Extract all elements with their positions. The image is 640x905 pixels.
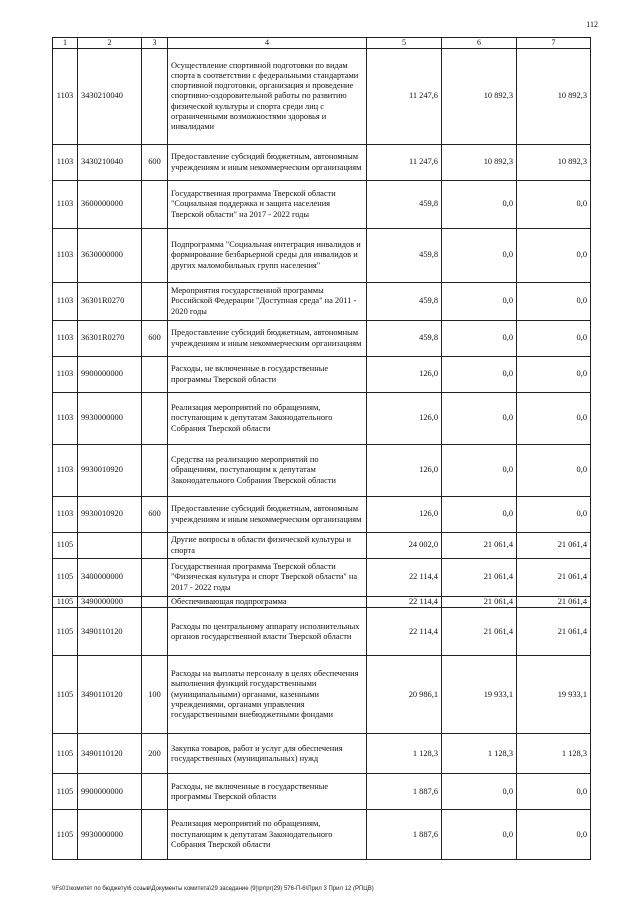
- target-article-code: 36301R0270: [78, 283, 142, 321]
- amount-col7: 10 892,3: [517, 49, 591, 145]
- target-article-code: 3630000000: [78, 229, 142, 283]
- target-article-code: 9930000000: [78, 393, 142, 445]
- expense-type-code: [142, 608, 168, 656]
- amount-col6: 0,0: [442, 810, 517, 860]
- table-row: [53, 321, 591, 357]
- table-row: [53, 533, 591, 559]
- expense-name: Расходы на выплаты персоналу в целях обеспечения выполнения функций государственными (муниципальными) органами, казенными учреждениями, органами управления государственными внебюджетными фондами: [168, 656, 367, 734]
- amount-col6: 0,0: [442, 283, 517, 321]
- expense-type-code: [142, 445, 168, 497]
- amount-col5: 11 247,6: [367, 49, 442, 145]
- amount-col6: 19 933,1: [442, 656, 517, 734]
- section-code: 1103: [53, 497, 78, 533]
- amount-col6: 0,0: [442, 445, 517, 497]
- table-row: [53, 445, 591, 497]
- expense-type-code: [142, 597, 168, 608]
- expense-type-code: 600: [142, 321, 168, 357]
- expense-type-code: [142, 181, 168, 229]
- amount-col6: 1 128,3: [442, 734, 517, 774]
- amount-col5: 126,0: [367, 357, 442, 393]
- table-row: [53, 145, 591, 181]
- target-article-code: 9900000000: [78, 774, 142, 810]
- column-number-header: 2: [78, 38, 142, 49]
- section-code: 1103: [53, 49, 78, 145]
- section-code: 1105: [53, 656, 78, 734]
- target-article-code: 3490000000: [78, 597, 142, 608]
- expense-type-code: [142, 357, 168, 393]
- expense-name: Предоставление субсидий бюджетным, автономным учреждениям и иным некоммерческим организациям: [168, 145, 367, 181]
- expense-name: Государственная программа Тверской области "Социальная поддержка и защита населения Тверской области" на 2017 - 2022 годы: [168, 181, 367, 229]
- amount-col7: 0,0: [517, 497, 591, 533]
- section-code: 1103: [53, 283, 78, 321]
- expense-type-code: [142, 774, 168, 810]
- target-article-code: 9900000000: [78, 357, 142, 393]
- amount-col6: 0,0: [442, 774, 517, 810]
- column-number-header: 3: [142, 38, 168, 49]
- target-article-code: 3430210040: [78, 145, 142, 181]
- expense-type-code: 200: [142, 734, 168, 774]
- section-code: 1103: [53, 445, 78, 497]
- expense-name: Реализация мероприятий по обращениям, поступающим к депутатам Законодательного Собрания Тверской области: [168, 810, 367, 860]
- amount-col7: 21 061,4: [517, 559, 591, 597]
- expense-type-code: 100: [142, 656, 168, 734]
- amount-col6: 10 892,3: [442, 145, 517, 181]
- expense-name: Предоставление субсидий бюджетным, автономным учреждениям и иным некоммерческим организациям: [168, 321, 367, 357]
- table-row: [53, 229, 591, 283]
- section-code: 1103: [53, 181, 78, 229]
- amount-col7: 21 061,4: [517, 608, 591, 656]
- amount-col6: 0,0: [442, 393, 517, 445]
- table-row: [53, 597, 591, 608]
- amount-col6: 0,0: [442, 357, 517, 393]
- amount-col6: 10 892,3: [442, 49, 517, 145]
- section-code: 1105: [53, 608, 78, 656]
- target-article-code: 3490110120: [78, 656, 142, 734]
- amount-col5: 22 114,4: [367, 608, 442, 656]
- table-row: [53, 283, 591, 321]
- expense-name: Реализация мероприятий по обращениям, поступающим к депутатам Законодательного Собрания Тверской области: [168, 393, 367, 445]
- expense-name: Обеспечивающая подпрограмма: [168, 597, 367, 608]
- target-article-code: 9930010920: [78, 445, 142, 497]
- amount-col5: 126,0: [367, 497, 442, 533]
- target-article-code: 3600000000: [78, 181, 142, 229]
- target-article-code: 3490110120: [78, 608, 142, 656]
- amount-col5: 22 114,4: [367, 597, 442, 608]
- table-row: [53, 656, 591, 734]
- section-code: 1105: [53, 774, 78, 810]
- amount-col5: 1 128,3: [367, 734, 442, 774]
- amount-col7: 0,0: [517, 810, 591, 860]
- expense-name: Расходы, не включенные в государственные программы Тверской области: [168, 774, 367, 810]
- target-article-code: 3430210040: [78, 49, 142, 145]
- amount-col6: 0,0: [442, 229, 517, 283]
- expense-name: Закупка товаров, работ и услуг для обеспечения государственных (муниципальных) нужд: [168, 734, 367, 774]
- expense-name: Подпрограмма "Социальная интеграция инвалидов и формирование безбарьерной среды для инвалидов и других маломобильных групп населения": [168, 229, 367, 283]
- column-number-row: [53, 38, 591, 49]
- amount-col5: 11 247,6: [367, 145, 442, 181]
- section-code: 1105: [53, 734, 78, 774]
- expense-type-code: [142, 533, 168, 559]
- amount-col7: 0,0: [517, 357, 591, 393]
- amount-col7: 19 933,1: [517, 656, 591, 734]
- amount-col5: 459,8: [367, 229, 442, 283]
- amount-col5: 1 887,6: [367, 810, 442, 860]
- column-number-header: 5: [367, 38, 442, 49]
- section-code: 1103: [53, 357, 78, 393]
- table-row: [53, 734, 591, 774]
- amount-col6: 0,0: [442, 321, 517, 357]
- target-article-code: 3400000000: [78, 559, 142, 597]
- expense-type-code: [142, 283, 168, 321]
- table-row: [53, 393, 591, 445]
- table-row: [53, 774, 591, 810]
- amount-col7: 21 061,4: [517, 533, 591, 559]
- amount-col7: 0,0: [517, 229, 591, 283]
- column-number-header: 1: [53, 38, 78, 49]
- amount-col6: 0,0: [442, 181, 517, 229]
- section-code: 1103: [53, 321, 78, 357]
- amount-col7: 0,0: [517, 774, 591, 810]
- expense-type-code: [142, 559, 168, 597]
- expense-type-code: [142, 810, 168, 860]
- expense-type-code: [142, 49, 168, 145]
- expense-name: Другие вопросы в области физической культуры и спорта: [168, 533, 367, 559]
- page-number: 112: [586, 20, 598, 29]
- section-code: 1103: [53, 393, 78, 445]
- amount-col7: 0,0: [517, 321, 591, 357]
- target-article-code: 36301R0270: [78, 321, 142, 357]
- amount-col5: 1 887,6: [367, 774, 442, 810]
- amount-col6: 0,0: [442, 497, 517, 533]
- expense-type-code: 600: [142, 145, 168, 181]
- expense-type-code: 600: [142, 497, 168, 533]
- footer-file-path: \\Fs01\комитет по бюджету\6 созыв\Документы комитета\29 заседание (9)\pr\pr(29) 576-П-6\Прил 3 Прил 12 (РПЦВ): [52, 886, 374, 892]
- amount-col6: 21 061,4: [442, 559, 517, 597]
- target-article-code: 9930010920: [78, 497, 142, 533]
- expense-type-code: [142, 229, 168, 283]
- expense-name: Мероприятия государственной программы Российской Федерации "Доступная среда" на 2011 - 2020 годы: [168, 283, 367, 321]
- amount-col7: 0,0: [517, 181, 591, 229]
- expense-name: Осуществление спортивной подготовки по видам спорта в соответствии с федеральными стандартами спортивной подготовки, организация и проведение спортивно-оздоровительной работы по развитию физической культуры и спорта среди лиц с ограниченными возможностями здоровья и инвалидами: [168, 49, 367, 145]
- amount-col6: 21 061,4: [442, 608, 517, 656]
- expense-name: Предоставление субсидий бюджетным, автономным учреждениям и иным некоммерческим организациям: [168, 497, 367, 533]
- table-row: [53, 608, 591, 656]
- expense-name: Средства на реализацию мероприятий по обращениям, поступающим к депутатам Законодательного Собрания Тверской области: [168, 445, 367, 497]
- section-code: 1103: [53, 145, 78, 181]
- section-code: 1105: [53, 533, 78, 559]
- column-number-header: 6: [442, 38, 517, 49]
- amount-col7: 0,0: [517, 445, 591, 497]
- amount-col7: 21 061,4: [517, 597, 591, 608]
- amount-col5: 20 986,1: [367, 656, 442, 734]
- expense-name: Расходы, не включенные в государственные программы Тверской области: [168, 357, 367, 393]
- section-code: 1105: [53, 597, 78, 608]
- amount-col6: 21 061,4: [442, 597, 517, 608]
- table-row: [53, 810, 591, 860]
- table-row: [53, 181, 591, 229]
- expense-name: Государственная программа Тверской области "Физическая культура и спорт Тверской области" на 2017 - 2022 годы: [168, 559, 367, 597]
- amount-col5: 459,8: [367, 321, 442, 357]
- amount-col5: 126,0: [367, 393, 442, 445]
- amount-col7: 0,0: [517, 393, 591, 445]
- budget-table: [52, 37, 591, 860]
- table-row: [53, 357, 591, 393]
- target-article-code: 3490110120: [78, 734, 142, 774]
- amount-col5: 459,8: [367, 283, 442, 321]
- expense-name: Расходы по центральному аппарату исполнительных органов государственной власти Тверской области: [168, 608, 367, 656]
- amount-col7: 1 128,3: [517, 734, 591, 774]
- section-code: 1105: [53, 810, 78, 860]
- amount-col5: 24 002,0: [367, 533, 442, 559]
- column-number-header: 4: [168, 38, 367, 49]
- amount-col5: 126,0: [367, 445, 442, 497]
- section-code: 1103: [53, 229, 78, 283]
- table-row: [53, 49, 591, 145]
- table-row: [53, 497, 591, 533]
- table-row: [53, 559, 591, 597]
- amount-col5: 459,8: [367, 181, 442, 229]
- amount-col7: 0,0: [517, 283, 591, 321]
- amount-col6: 21 061,4: [442, 533, 517, 559]
- target-article-code: [78, 533, 142, 559]
- section-code: 1105: [53, 559, 78, 597]
- column-number-header: 7: [517, 38, 591, 49]
- amount-col7: 10 892,3: [517, 145, 591, 181]
- amount-col5: 22 114,4: [367, 559, 442, 597]
- target-article-code: 9930000000: [78, 810, 142, 860]
- expense-type-code: [142, 393, 168, 445]
